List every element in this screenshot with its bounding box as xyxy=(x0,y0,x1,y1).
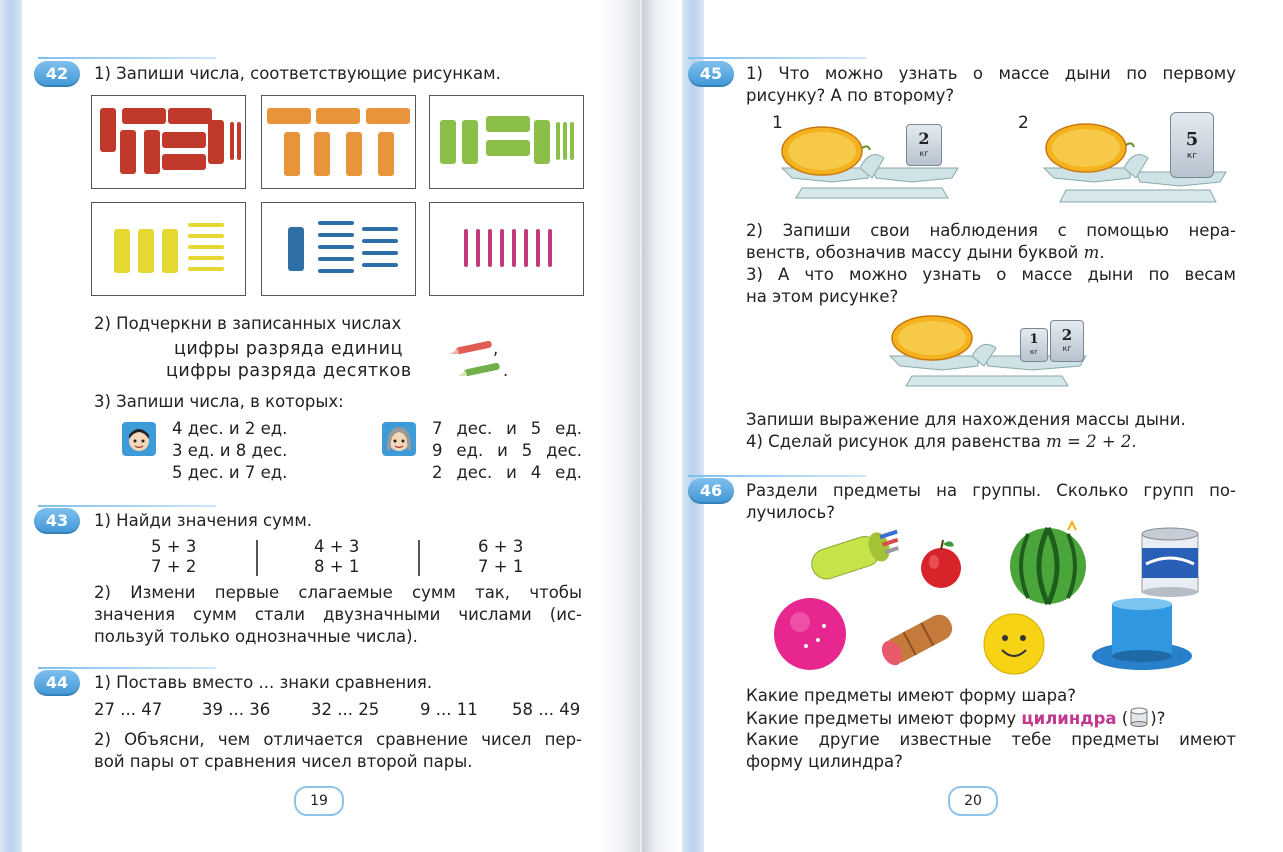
unit-stick xyxy=(524,229,528,267)
unit-stick xyxy=(548,229,552,267)
equation: m = 2 + 2. xyxy=(1046,432,1137,451)
unit-stick xyxy=(536,229,540,267)
ten-bundle xyxy=(288,227,304,271)
ten-bundle xyxy=(138,229,154,273)
pencil-case-icon xyxy=(804,526,904,582)
right-margin-band xyxy=(682,0,704,852)
unit-stick xyxy=(188,223,224,227)
boy-item-2: 3 ед. и 8 дес. xyxy=(172,441,288,460)
ex46-question-1: Какие предметы имеют форму шара? xyxy=(746,686,1076,705)
comparison-4: 9 ... 11 xyxy=(420,700,478,719)
unit-stick xyxy=(318,269,354,273)
picture-box-5 xyxy=(261,202,416,296)
ex42-task2-intro: 2) Подчеркни в записанных числах xyxy=(94,314,402,333)
ten-bundle xyxy=(114,229,130,273)
unit-stick xyxy=(362,227,398,231)
figure-2-label: 2 xyxy=(1018,113,1029,133)
ten-bundle xyxy=(168,108,212,124)
ex45-task3-line1: 3) А что можно узнать о массе дыни по весам xyxy=(746,265,1236,284)
weight-2kg-small-unit: кг xyxy=(1062,344,1072,353)
ten-bundle xyxy=(366,108,410,124)
ex42-task2-tens: цифры разряда десятков xyxy=(166,361,412,381)
weight-5kg-unit: кг xyxy=(1186,151,1198,161)
ten-bundle xyxy=(462,120,478,164)
top-hat-icon xyxy=(1090,598,1194,672)
ex46-question-3-line2: форму цилиндра? xyxy=(746,752,903,771)
girl-avatar-icon xyxy=(382,422,416,456)
cylinder-word: цилиндра xyxy=(1021,709,1117,728)
unit-stick xyxy=(556,122,560,160)
ex44-rule xyxy=(38,667,216,669)
ex42-rule xyxy=(38,57,216,59)
ten-bundle xyxy=(162,154,206,170)
picture-box-4 xyxy=(91,202,246,296)
girl-item-2: 9 ед. и 5 дес. xyxy=(432,441,582,460)
ex45-task3-line2: на этом рисунке? xyxy=(746,287,899,306)
ten-bundle xyxy=(440,120,456,164)
weight-5kg xyxy=(1170,112,1214,178)
sum-2b: 8 + 1 xyxy=(314,557,360,576)
cylinder-icon xyxy=(1128,707,1150,725)
unit-stick xyxy=(318,221,354,225)
sum-3b: 7 + 1 xyxy=(478,557,524,576)
ten-bundle xyxy=(122,108,166,124)
picture-box-3 xyxy=(429,95,584,189)
ex42-number-badge: 42 xyxy=(34,61,80,87)
ten-bundle xyxy=(534,120,550,164)
ex46-rule xyxy=(688,475,866,477)
unit-stick xyxy=(362,239,398,243)
unit-stick xyxy=(500,229,504,267)
ten-bundle xyxy=(486,140,530,156)
unit-stick xyxy=(488,229,492,267)
weight-2kg-small xyxy=(1050,320,1084,362)
sum-2a: 4 + 3 xyxy=(314,537,360,556)
ex46-question-3-line1: Какие другие известные тебе предметы имеют xyxy=(746,730,1236,749)
boy-item-1: 4 дес. и 2 ед. xyxy=(172,419,288,438)
comparison-1: 27 ... 47 xyxy=(94,700,163,719)
picture-box-2 xyxy=(261,95,416,189)
sum-1b: 7 + 2 xyxy=(151,557,197,576)
ex46-question-2: Какие предметы имеют форму цилиндра ( )? xyxy=(746,709,1166,728)
ex43-task2-line1: 2) Измени первые слагаемые сумм так, чтобы xyxy=(94,583,582,602)
unit-stick xyxy=(188,245,224,249)
girl-item-3: 2 дес. и 4 ед. xyxy=(432,463,582,482)
girl-item-1: 7 дес. и 5 ед. xyxy=(432,419,582,438)
right-page xyxy=(642,0,1283,852)
unit-stick xyxy=(188,267,224,271)
sum-1a: 5 + 3 xyxy=(151,537,197,556)
unit-stick xyxy=(362,263,398,267)
unit-stick xyxy=(318,233,354,237)
ten-bundle xyxy=(208,120,224,164)
ten-bundle xyxy=(346,132,362,176)
ex45-task2-line2: венств, обозначив массу дыни буквой m. xyxy=(746,243,1105,262)
sum-divider xyxy=(256,540,258,576)
ex46-number-badge: 46 xyxy=(688,478,734,504)
weight-1kg-unit: кг xyxy=(1030,348,1038,356)
ex45-rule xyxy=(688,57,866,59)
ex44-task2-line2: вой пары от сравнения чисел второй пары. xyxy=(94,752,473,771)
green-pencil-icon xyxy=(458,362,504,378)
ex42-task2-comma: , xyxy=(493,339,499,358)
unit-stick xyxy=(570,122,574,160)
weight-2kg-number: 2 xyxy=(918,129,930,148)
ex45-task1-line1: 1) Что можно узнать о массе дыни по первому xyxy=(746,64,1236,83)
unit-stick xyxy=(188,256,224,260)
ten-bundle xyxy=(144,130,160,174)
boy-avatar-icon xyxy=(122,422,156,456)
figure-1-label: 1 xyxy=(772,113,783,133)
ten-bundle xyxy=(100,108,116,152)
tin-can-icon xyxy=(1138,526,1202,598)
ex44-task1: 1) Поставь вместо ... знаки сравнения. xyxy=(94,673,433,692)
unit-stick xyxy=(464,229,468,267)
left-page xyxy=(0,0,640,852)
unit-stick xyxy=(362,251,398,255)
watermelon-icon xyxy=(1008,522,1092,606)
comparison-2: 39 ... 36 xyxy=(202,700,271,719)
ex45-task3b: Запиши выражение для нахождения массы дыни. xyxy=(746,410,1186,429)
ex45-task1-line2: рисунку? А по второму? xyxy=(746,86,955,105)
weight-1kg-number: 1 xyxy=(1029,332,1039,347)
ten-bundle xyxy=(162,229,178,273)
apple-icon xyxy=(918,536,964,590)
sum-divider xyxy=(418,540,420,576)
ten-bundle xyxy=(284,132,300,176)
ten-bundle xyxy=(267,108,311,124)
page-number-left: 19 xyxy=(294,786,344,816)
ex46-task-line2: лучилось? xyxy=(746,503,835,522)
sausage-icon xyxy=(878,608,958,668)
boy-item-3: 5 дес. и 7 ед. xyxy=(172,463,288,482)
ex44-task2-line1: 2) Объясни, чем отличается сравнение чисел пер- xyxy=(94,730,582,749)
unit-stick xyxy=(318,245,354,249)
ten-bundle xyxy=(378,132,394,176)
ex42-task1: 1) Запиши числа, соответствующие рисункам. xyxy=(94,64,501,83)
unit-stick xyxy=(476,229,480,267)
weight-2kg xyxy=(906,124,942,166)
ten-bundle xyxy=(486,116,530,132)
pink-ball-icon xyxy=(772,596,848,672)
ex42-task3-intro: 3) Запиши числа, в которых: xyxy=(94,392,344,411)
variable-m: m xyxy=(1083,243,1100,262)
comparison-5: 58 ... 49 xyxy=(512,700,581,719)
left-margin-band xyxy=(0,0,22,852)
ex42-task2-period: . xyxy=(503,361,509,380)
ten-bundle xyxy=(314,132,330,176)
comparison-3: 32 ... 25 xyxy=(311,700,380,719)
page-number-right: 20 xyxy=(948,786,998,816)
red-pencil-icon xyxy=(450,340,496,356)
weight-2kg-unit: кг xyxy=(919,149,929,158)
weight-2kg-small-number: 2 xyxy=(1061,326,1073,344)
unit-stick xyxy=(188,234,224,238)
weight-1kg xyxy=(1020,328,1048,362)
unit-stick xyxy=(563,122,567,160)
picture-box-6 xyxy=(429,202,584,296)
ex43-rule xyxy=(38,505,216,507)
unit-stick xyxy=(318,257,354,261)
unit-stick xyxy=(512,229,516,267)
ex45-number-badge: 45 xyxy=(688,61,734,87)
ex42-task2-units: цифры разряда единиц xyxy=(174,339,403,359)
weight-5kg-number: 5 xyxy=(1185,129,1199,150)
sum-3a: 6 + 3 xyxy=(478,537,524,556)
unit-stick xyxy=(230,122,234,160)
ex44-number-badge: 44 xyxy=(34,670,80,696)
smiley-ball-icon xyxy=(982,612,1046,676)
ten-bundle xyxy=(120,130,136,174)
ten-bundle xyxy=(162,132,206,148)
ex43-number-badge: 43 xyxy=(34,508,80,534)
picture-box-1 xyxy=(91,95,246,189)
ex43-task2-line3: пользуй только однозначные числа). xyxy=(94,627,418,646)
ex43-task2-line2: значения сумм стали двузначными числами (ис- xyxy=(94,605,582,624)
ex43-task1: 1) Найди значения сумм. xyxy=(94,511,313,530)
ex45-task4: 4) Сделай рисунок для равенства m = 2 + 2. xyxy=(746,432,1137,451)
ex45-task2-line1: 2) Запиши свои наблюдения с помощью нера- xyxy=(746,221,1236,240)
ex46-task-line1: Раздели предметы на группы. Сколько групп по- xyxy=(746,481,1236,500)
unit-stick xyxy=(237,122,241,160)
ten-bundle xyxy=(316,108,360,124)
